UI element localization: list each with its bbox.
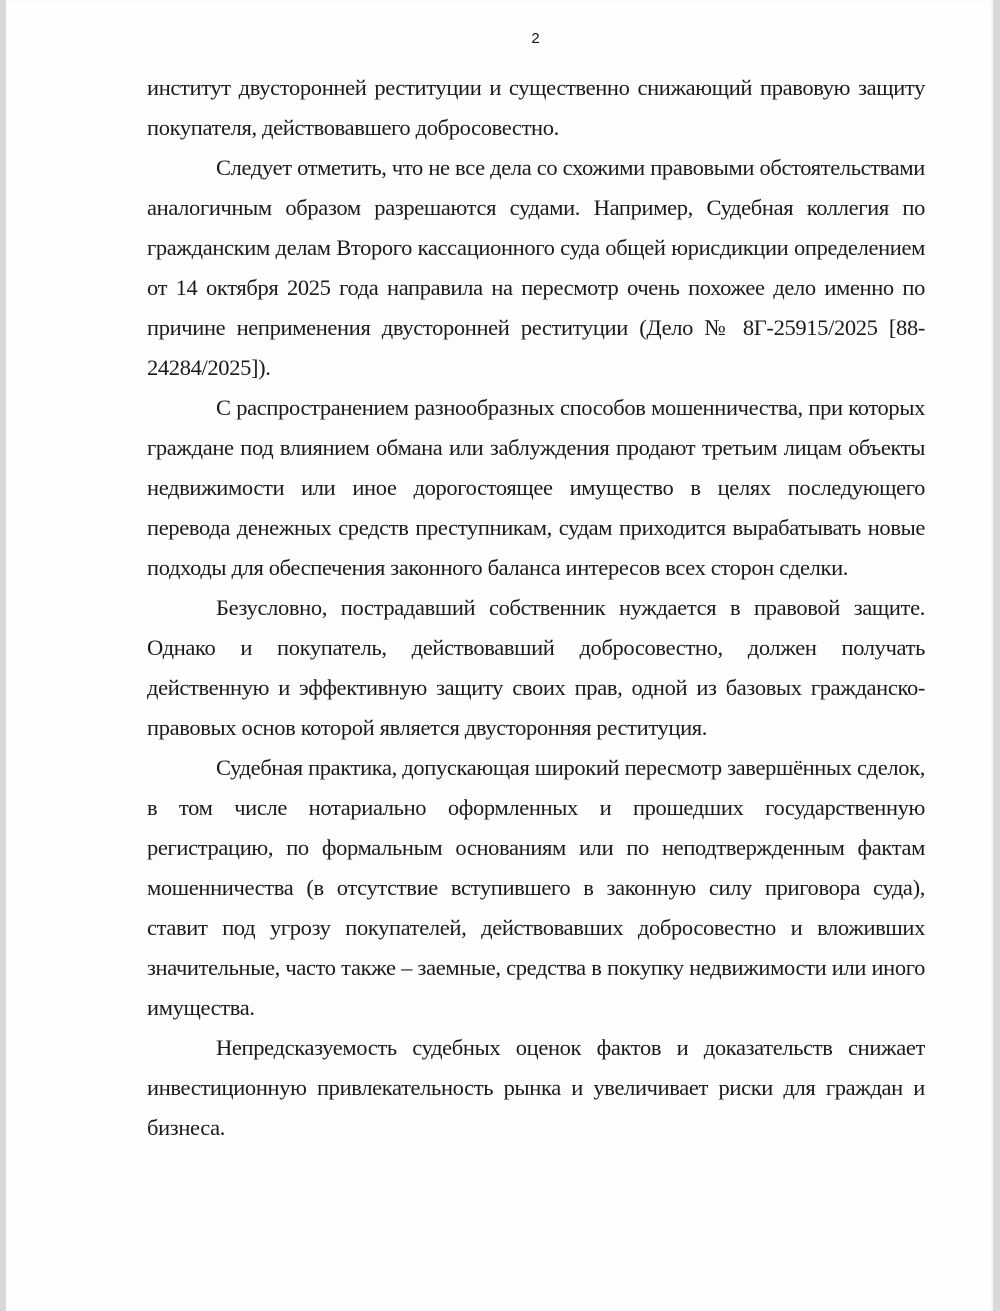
paragraph-judicial-practice: Судебная практика, допускающая широкий пересмотр завершённых сделок, в том числе нотариально оформленных и прошедших государственную регистрацию, по формальным основаниям или по неподтвержденным фактам мошенничества (в отсутствие вступившего в законную силу приговора суда), ставит под угрозу покупателей, действовавших добросовестно и вложивших значительные, часто также – заемные, средства в покупку недвижимости или иного имущества. [147,755,925,1020]
paragraph-continuation: институт двусторонней реституции и существенно снижающий правовую защиту покупателя, действовавшего добросовестно. [147,75,925,140]
paragraph-fraud-context: С распространением разнообразных способов мошенничества, при которых граждане под влиянием обмана или заблуждения продают третьим лицам объекты недвижимости или иное дорогостоящее имущество в целях последующего перевода денежных средств преступникам, судам приходится вырабатывать новые подходы для обеспечения законного баланса интересов всех сторон сделки. [147,395,925,580]
paragraph-court-example: Следует отметить, что не все дела со схожими правовыми обстоятельствами аналогичным образом разрешаются судами. Например, Судебная коллегия по гражданским делам Второго кассационного суда общей юрисдикции определением от 14 октября 2025 года направила на пересмотр очень похожее дело именно по причине неприменения двусторонней реституции (Дело № 8Г-25915/2025 [88-24284/2025]). [147,155,925,380]
paragraph-buyer-protection: Безусловно, пострадавший собственник нуждается в правовой защите. Однако и покупатель, действовавший добросовестно, должен получать действенную и эффективную защиту своих прав, одной из базовых гражданско-правовых основ которой является двусторонняя реституция. [147,595,925,740]
page-number: 2 [531,30,540,47]
document-body [147,68,925,1148]
paragraph-unpredictability: Непредсказуемость судебных оценок фактов и доказательств снижает инвестиционную привлекательность рынка и увеличивает риски для граждан и бизнеса. [147,1035,925,1140]
document-page [6,0,993,1311]
